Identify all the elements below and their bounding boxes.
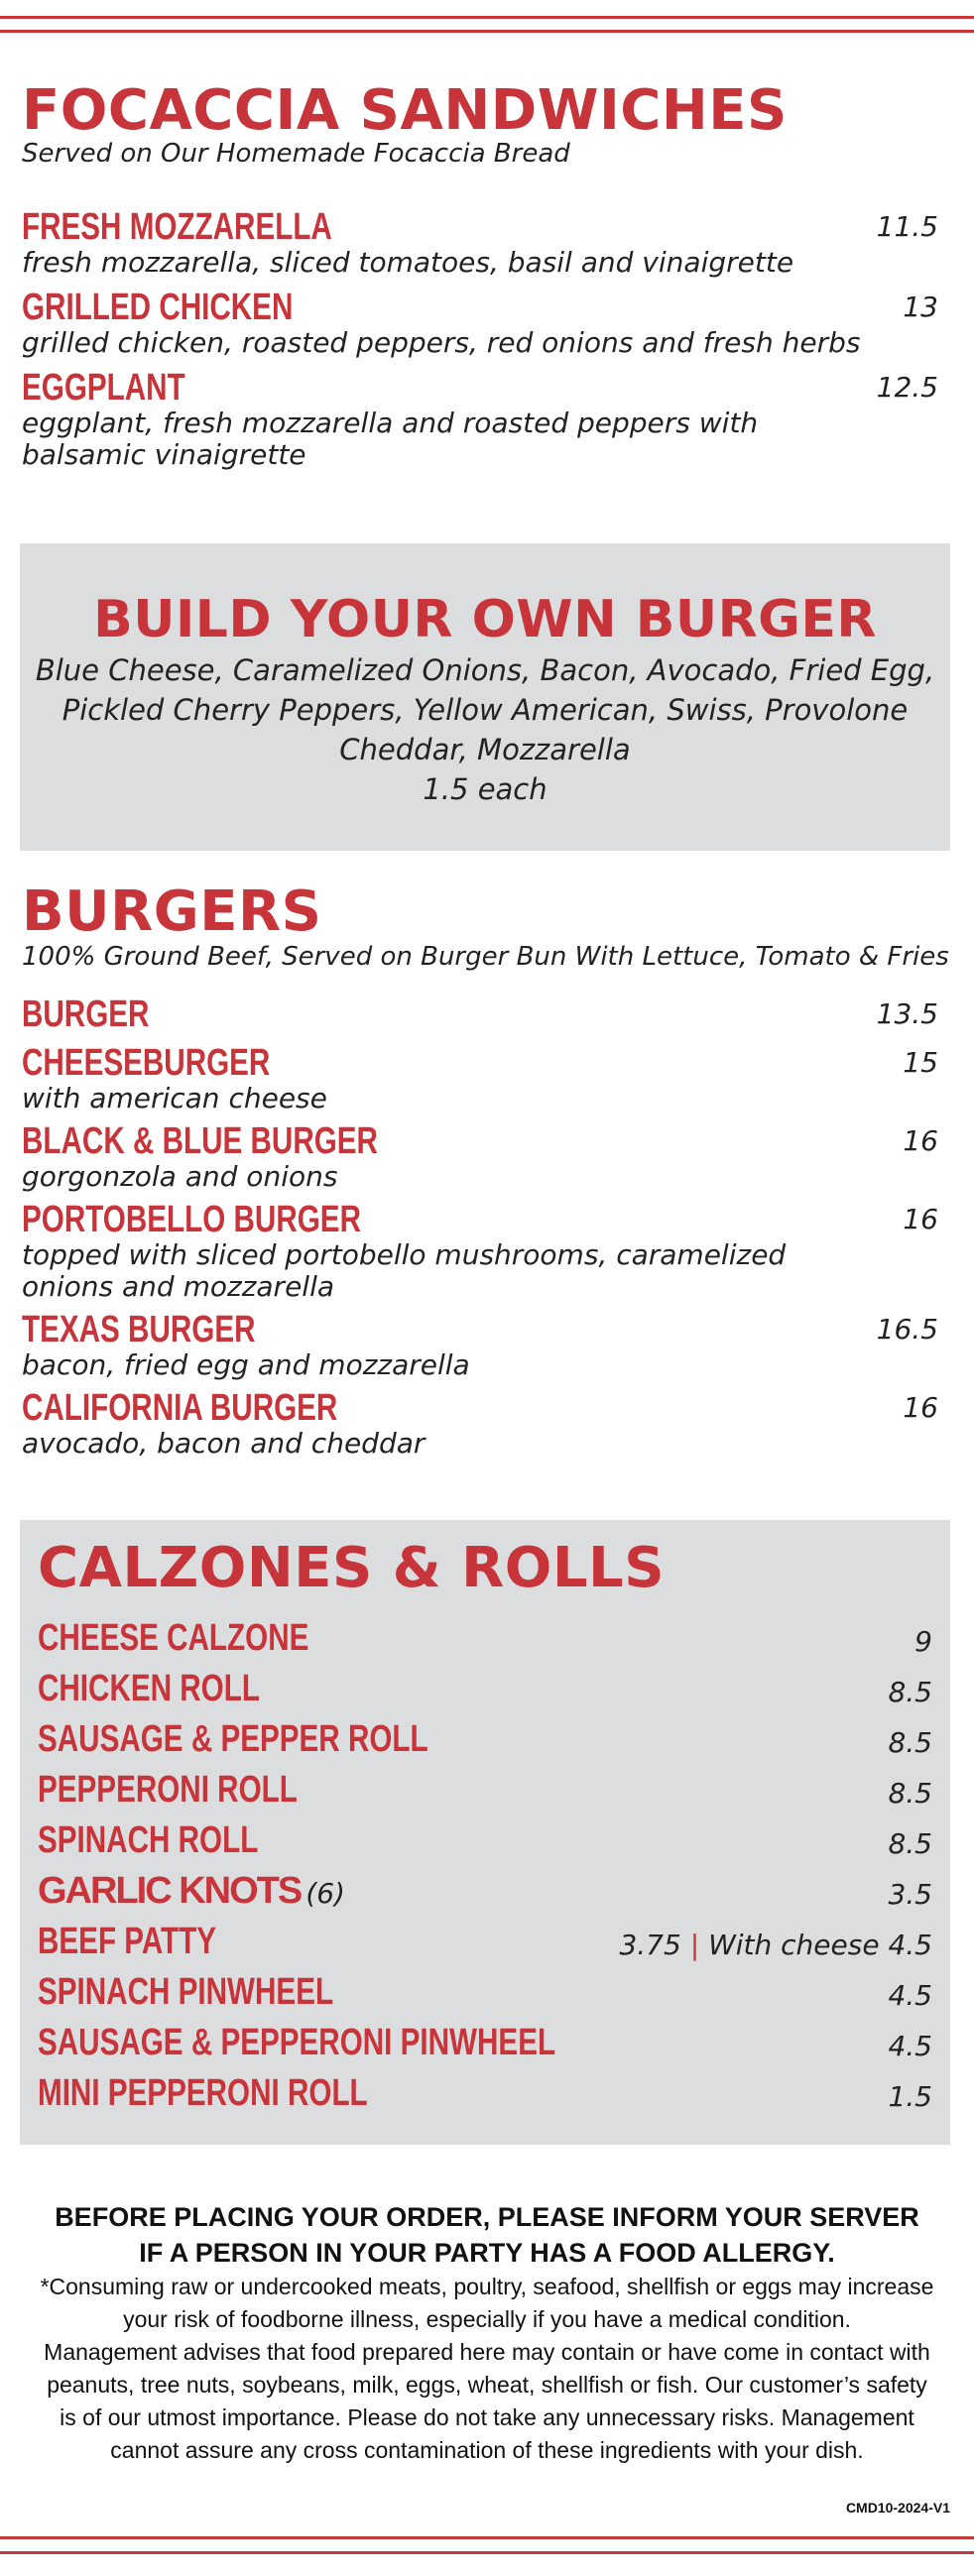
allergy-heading-1: BEFORE PLACING YOUR ORDER, PLEASE INFORM YOUR SERVER bbox=[55, 2202, 919, 2232]
menu-item bbox=[22, 287, 974, 359]
item-price-group bbox=[619, 1929, 932, 1961]
item-price: 8.5 bbox=[888, 1777, 932, 1810]
menu-item bbox=[22, 206, 974, 279]
item-price: 16 bbox=[903, 1391, 938, 1424]
item-price: 16 bbox=[903, 1203, 938, 1235]
menu-item bbox=[22, 1387, 974, 1460]
roll-item bbox=[38, 1819, 950, 1870]
item-name: GRILLED CHICKEN bbox=[22, 287, 294, 328]
item-price: 8.5 bbox=[888, 1676, 932, 1708]
item-extra-price: With cheese 4.5 bbox=[708, 1929, 932, 1961]
burgers-title: BURGERS bbox=[22, 879, 322, 944]
focaccia-subtitle: Served on Our Homemade Focaccia Bread bbox=[22, 139, 570, 169]
roll-item bbox=[38, 1668, 950, 1718]
build-burger-title: BUILD YOUR OWN BURGER bbox=[93, 590, 877, 649]
item-price: 16.5 bbox=[876, 1313, 938, 1346]
item-description: eggplant, fresh mozzarella and roasted peppers with balsamic vinaigrette bbox=[22, 407, 759, 471]
menu-item bbox=[22, 1042, 974, 1114]
allergy-text-2: your risk of foodborne illness, especially if you have a medical condition. bbox=[123, 2306, 851, 2332]
build-burger-line-1: Blue Cheese, Caramelized Onions, Bacon, Avocado, Fried Egg, bbox=[35, 653, 935, 687]
build-burger-panel bbox=[20, 543, 950, 851]
item-name: CALIFORNIA BURGER bbox=[22, 1387, 338, 1429]
item-price: 15 bbox=[903, 1046, 938, 1079]
burgers-subtitle: 100% Ground Beef, Served on Burger Bun With Lettuce, Tomato & Fries bbox=[22, 942, 949, 972]
roll-item bbox=[38, 1921, 950, 1971]
price-separator: | bbox=[689, 1929, 700, 1961]
allergy-text-1: *Consuming raw or undercooked meats, poultry, seafood, shellfish or eggs may increase bbox=[40, 2274, 934, 2299]
allergy-heading-2: IF A PERSON IN YOUR PARTY HAS A FOOD ALLERGY. bbox=[139, 2238, 835, 2268]
menu-item bbox=[22, 1120, 974, 1193]
build-burger-line-3: Cheddar, Mozzarella bbox=[339, 733, 631, 766]
item-price: 13.5 bbox=[876, 997, 938, 1030]
roll-item bbox=[38, 1971, 950, 2022]
item-description: with american cheese bbox=[22, 1082, 327, 1114]
allergy-notice bbox=[40, 2199, 934, 2467]
item-description: gorgonzola and onions bbox=[22, 1160, 338, 1193]
allergy-text-4: peanuts, tree nuts, soybeans, milk, eggs, wheat, shellfish or fish. Our customer’s safety bbox=[47, 2372, 927, 2398]
bottom-rule-1 bbox=[0, 2536, 974, 2539]
item-name: BLACK & BLUE BURGER bbox=[22, 1120, 378, 1162]
menu-item bbox=[22, 1309, 974, 1381]
menu-code: CMD10-2024-V1 bbox=[845, 2500, 950, 2516]
item-name: CHEESEBURGER bbox=[22, 1042, 271, 1084]
item-price: 4.5 bbox=[888, 1979, 932, 2012]
item-name: SPINACH PINWHEEL bbox=[38, 1971, 334, 2013]
calzones-panel bbox=[20, 1520, 950, 2145]
top-rule-1 bbox=[0, 16, 974, 19]
focaccia-section bbox=[0, 77, 974, 471]
item-description: bacon, fried egg and mozzarella bbox=[22, 1348, 470, 1381]
item-name: SAUSAGE & PEPPERONI PINWHEEL bbox=[38, 2022, 556, 2063]
item-price: 8.5 bbox=[888, 1726, 932, 1759]
item-description: topped with sliced portobello mushrooms, caramelized onions and mozzarella bbox=[22, 1238, 787, 1303]
item-name: EGGPLANT bbox=[22, 367, 185, 409]
roll-item bbox=[38, 1718, 950, 1769]
item-name: GARLIC KNOTS bbox=[38, 1870, 302, 1912]
item-name: PEPPERONI ROLL bbox=[38, 1769, 298, 1811]
item-price: 3.5 bbox=[888, 1878, 932, 1911]
item-price: 11.5 bbox=[876, 210, 938, 243]
roll-item bbox=[38, 1769, 950, 1819]
item-name: BURGER bbox=[22, 994, 150, 1035]
item-price: 13 bbox=[903, 291, 938, 323]
build-burger-line-2: Pickled Cherry Peppers, Yellow American, Swiss, Provolone bbox=[61, 693, 909, 727]
item-name: FRESH MOZZARELLA bbox=[22, 206, 332, 248]
item-name: SPINACH ROLL bbox=[38, 1819, 259, 1861]
item-name: PORTOBELLO BURGER bbox=[22, 1199, 361, 1240]
item-name: TEXAS BURGER bbox=[22, 1309, 256, 1350]
item-name: MINI PEPPERONI ROLL bbox=[38, 2072, 368, 2114]
roll-item bbox=[38, 2022, 950, 2072]
item-description: fresh mozzarella, sliced tomatoes, basil and vinaigrette bbox=[22, 246, 794, 279]
menu-item bbox=[22, 994, 974, 1036]
focaccia-title: FOCACCIA SANDWICHES bbox=[22, 78, 788, 143]
bottom-rule-2 bbox=[0, 2551, 974, 2554]
item-description: avocado, bacon and cheddar bbox=[22, 1427, 426, 1460]
item-price: 1.5 bbox=[888, 2080, 932, 2113]
item-price: 3.75 bbox=[619, 1929, 681, 1961]
allergy-text-6: cannot assure any cross contamination of these ingredients with your dish. bbox=[110, 2437, 864, 2463]
menu-item bbox=[22, 367, 974, 471]
item-name: SAUSAGE & PEPPER ROLL bbox=[38, 1718, 428, 1760]
item-description: grilled chicken, roasted peppers, red onions and fresh herbs bbox=[22, 326, 861, 359]
roll-item bbox=[38, 2072, 950, 2123]
item-price: 16 bbox=[903, 1124, 938, 1157]
roll-item bbox=[38, 1870, 950, 1921]
item-price: 9 bbox=[914, 1625, 932, 1658]
menu-item bbox=[22, 1199, 974, 1303]
item-name: BEEF PATTY bbox=[38, 1921, 217, 1962]
allergy-text-3: Management advises that food prepared here may contain or have come in contact with bbox=[44, 2339, 930, 2365]
roll-item bbox=[38, 1617, 950, 1668]
item-price: 4.5 bbox=[888, 2030, 932, 2062]
top-rule-2 bbox=[0, 30, 974, 33]
calzones-title: CALZONES & ROLLS bbox=[38, 1536, 666, 1600]
item-name: CHEESE CALZONE bbox=[38, 1617, 309, 1659]
item-price: 12.5 bbox=[876, 371, 938, 404]
item-name: CHICKEN ROLL bbox=[38, 1668, 260, 1709]
burgers-section bbox=[0, 878, 974, 1460]
allergy-text-5: is of our utmost importance. Please do not take any unnecessary risks. Management bbox=[60, 2404, 914, 2430]
item-price: 8.5 bbox=[888, 1827, 932, 1860]
build-burger-price: 1.5 each bbox=[423, 772, 548, 806]
item-note: (6) bbox=[305, 1877, 345, 1910]
